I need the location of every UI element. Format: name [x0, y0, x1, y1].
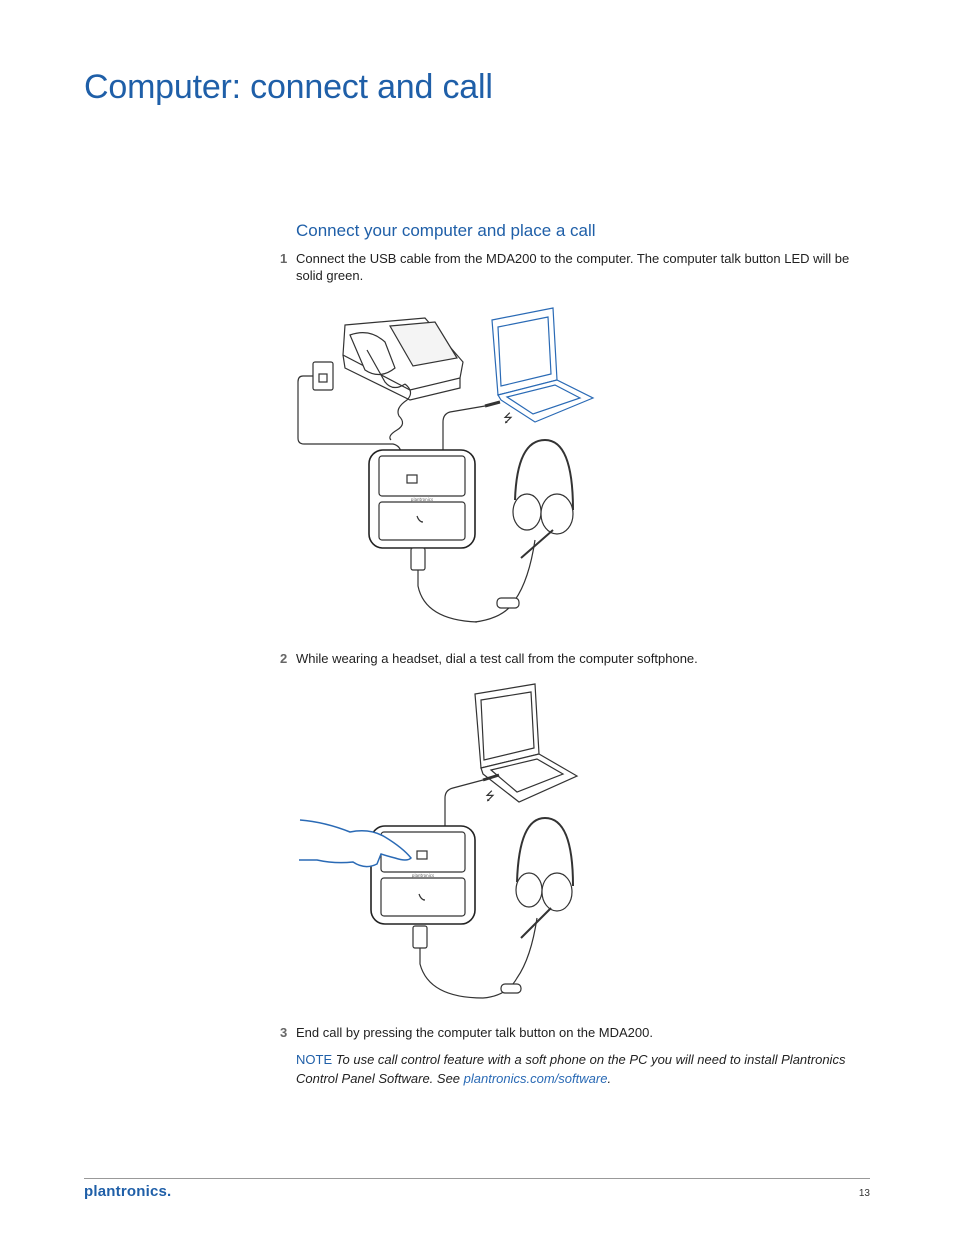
step-text: While wearing a headset, dial a test call from the computer softphone. — [296, 651, 698, 666]
mda200-base — [369, 450, 475, 548]
connect-illustration — [295, 300, 595, 630]
usb-icon: ⭍ — [503, 411, 513, 425]
note — [296, 1050, 856, 1088]
step-text: Connect the USB cable from the MDA200 to the computer. The computer talk button LED will be solid green. — [296, 251, 850, 283]
step-number: 2 — [280, 651, 288, 666]
step-text: End call by pressing the computer talk button on the MDA200. — [296, 1025, 653, 1040]
laptop-icon — [492, 308, 593, 422]
device-brand: plantronics — [410, 497, 434, 502]
call-illustration — [295, 682, 585, 1004]
step-number: 1 — [280, 251, 288, 266]
headset-icon — [483, 818, 573, 998]
page-number: 13 — [858, 1188, 870, 1199]
step-1 — [280, 250, 865, 284]
laptop-icon — [475, 684, 577, 802]
headset-icon — [475, 440, 573, 622]
step-3 — [280, 1024, 865, 1041]
plantronics-logo: plantronics. — [84, 1183, 172, 1200]
footer-divider — [84, 1178, 870, 1179]
step-2 — [280, 650, 865, 667]
desk-phone-icon — [343, 318, 463, 440]
software-link[interactable]: plantronics.com/software — [463, 1071, 608, 1086]
note-text: To use call control feature with a soft phone on the PC you will need to install Plantronics Control Panel Software. See — [296, 1052, 846, 1086]
step-number: 3 — [280, 1025, 288, 1040]
note-label: NOTE — [296, 1052, 333, 1067]
section-heading: Connect your computer and place a call — [296, 221, 596, 240]
device-brand: plantronics — [411, 873, 435, 878]
note-end: . — [607, 1071, 612, 1086]
usb-icon: ⭍ — [485, 789, 495, 803]
page-title: Computer: connect and call — [84, 68, 493, 106]
